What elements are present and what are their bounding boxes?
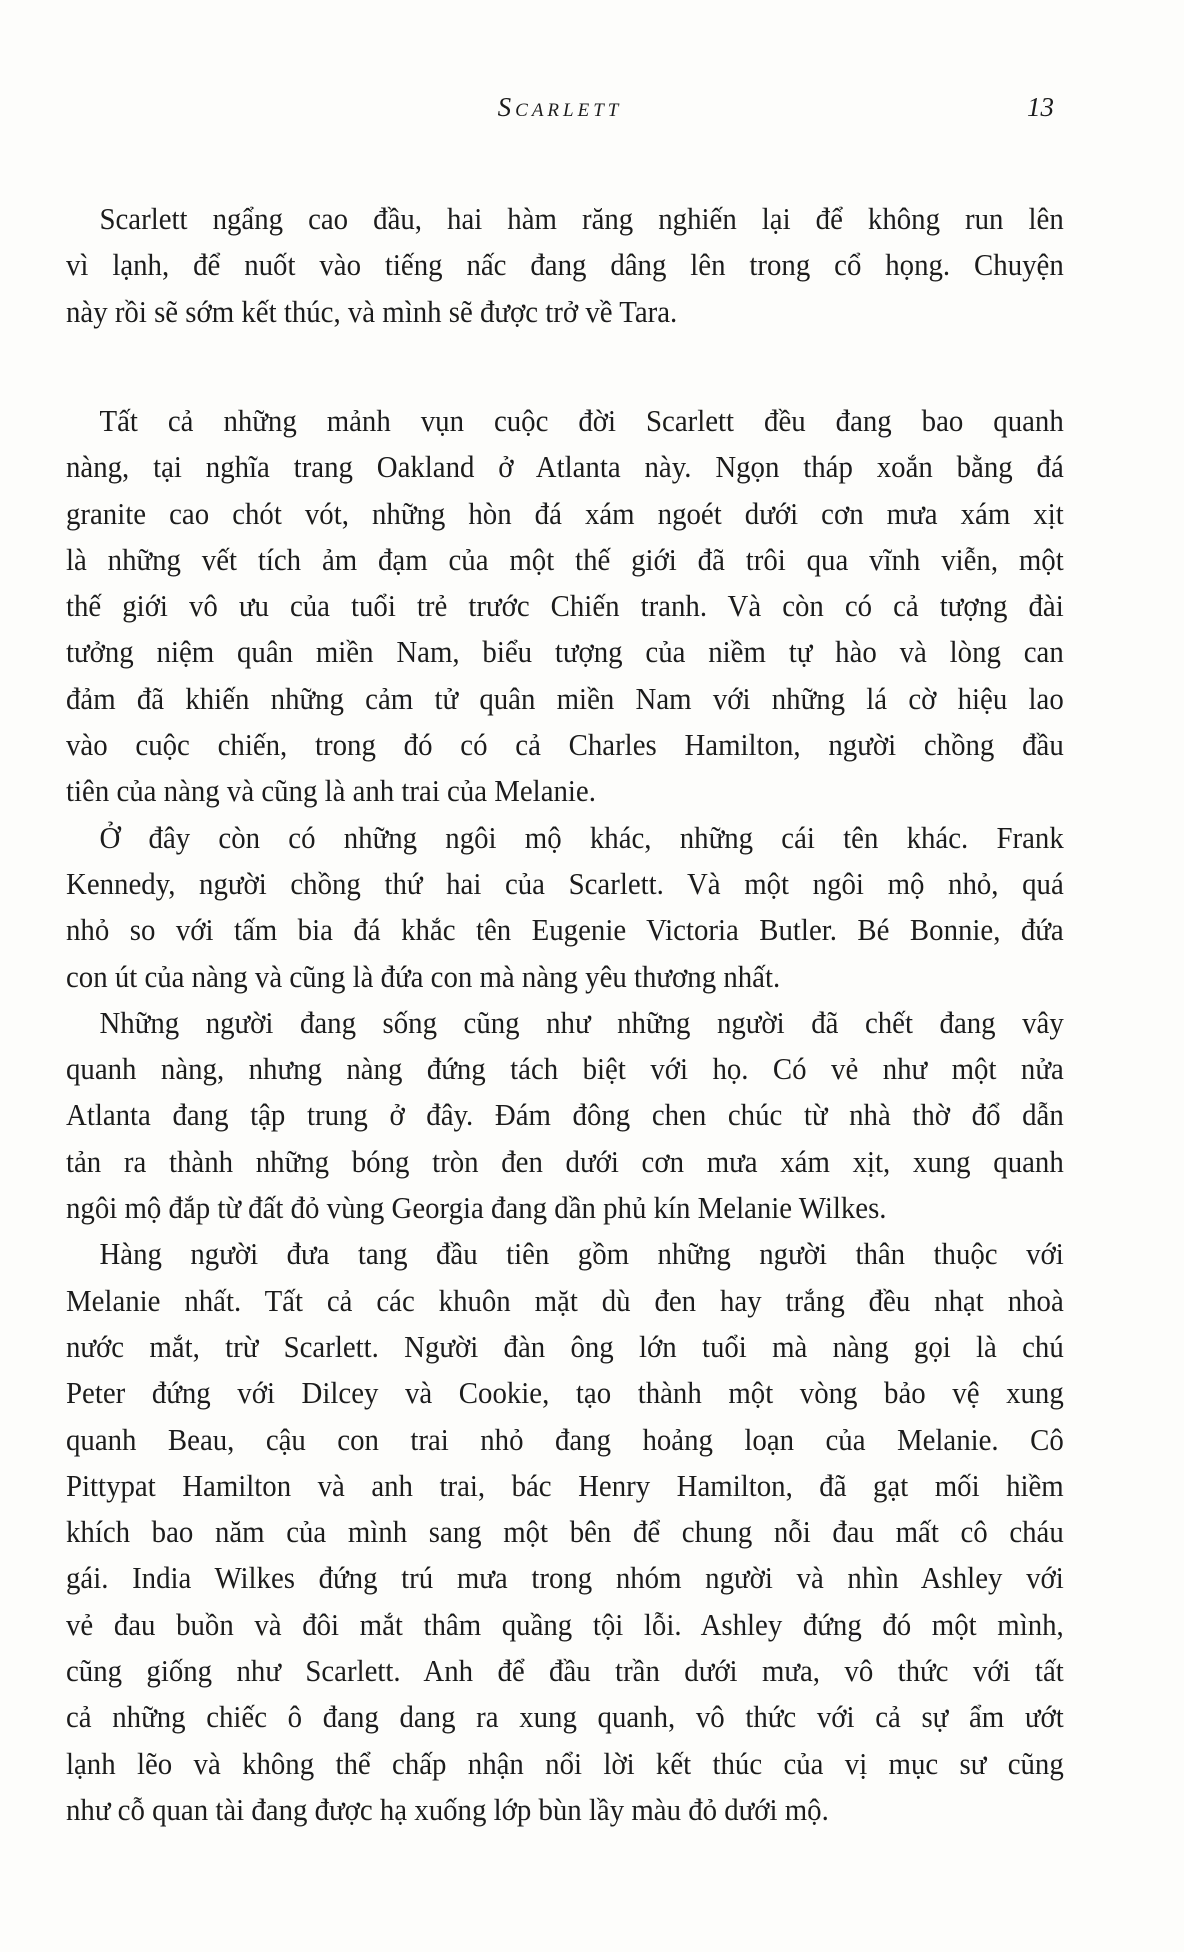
text-line: tiên của nàng và cũng là anh trai của Melanie. <box>66 773 596 809</box>
text-line: gái. India Wilkes đứng trú mưa trong nhóm người và nhìn Ashley với <box>66 1560 1064 1596</box>
text-line: quanh nàng, nhưng nàng đứng tách biệt với họ. Có vẻ như một nửa <box>66 1051 1064 1087</box>
text-line: đảm đã khiến những cảm tử quân miền Nam với những lá cờ hiệu lao <box>66 680 1064 716</box>
body-text-block <box>66 398 1064 1833</box>
running-header <box>0 92 1184 132</box>
text-line: cũng giống như Scarlett. Anh để đầu trần dưới mưa, vô thức với tất <box>66 1653 1064 1689</box>
paragraph <box>66 196 1064 335</box>
text-line: nước mắt, trừ Scarlett. Người đàn ông lớn tuổi mà nàng gọi là chú <box>66 1328 1064 1364</box>
text-line: Kennedy, người chồng thứ hai của Scarlett. Và một ngôi mộ nhỏ, quá <box>66 865 1064 901</box>
text-line: Hàng người đưa tang đầu tiên gồm những người thân thuộc với <box>99 1236 1064 1272</box>
text-line: vẻ đau buồn và đôi mắt thâm quầng tội lỗi. Ashley đứng đó một mình, <box>66 1606 1064 1642</box>
page-number: 13 <box>1027 92 1054 122</box>
text-line: Atlanta đang tập trung ở đây. Đám đông chen chúc từ nhà thờ đổ dẫn <box>66 1097 1064 1133</box>
paragraph <box>66 398 1064 815</box>
text-line: Peter đứng với Dilcey và Cookie, tạo thành một vòng bảo vệ xung <box>66 1375 1064 1411</box>
text-line: Ở đây còn có những ngôi mộ khác, những cái tên khác. Frank <box>99 819 1064 855</box>
text-line: Scarlett ngẩng cao đầu, hai hàm răng nghiến lại để không run lên <box>99 201 1064 236</box>
text-line: Pittypat Hamilton và anh trai, bác Henry Hamilton, đã gạt mối hiềm <box>66 1467 1064 1503</box>
text-line: ngôi mộ đắp từ đất đỏ vùng Georgia đang dần phủ kín Melanie Wilkes. <box>66 1190 887 1226</box>
text-line: như cỗ quan tài đang được hạ xuống lớp bùn lầy màu đỏ dưới mộ. <box>66 1791 829 1827</box>
text-line: tưởng niệm quân miền Nam, biểu tượng của niềm tự hào và lòng can <box>66 634 1064 670</box>
text-line: này rồi sẽ sớm kết thúc, và mình sẽ được trở về Tara. <box>66 293 678 329</box>
paragraph <box>66 815 1064 1000</box>
text-line: lạnh lẽo và không thể chấp nhận nổi lời kết thúc của vị mục sư cũng <box>66 1745 1064 1781</box>
text-line: granite cao chót vót, những hòn đá xám ngoét dưới cơn mưa xám xịt <box>66 495 1064 531</box>
running-title: Scarlett <box>497 92 623 122</box>
text-line: khích bao năm của mình sang một bên để chung nỗi đau mất cô cháu <box>66 1514 1064 1550</box>
text-line: là những vết tích ảm đạm của một thế giới đã trôi qua vĩnh viễn, một <box>66 541 1064 577</box>
text-line: nàng, tại nghĩa trang Oakland ở Atlanta này. Ngọn tháp xoắn bằng đá <box>66 449 1064 485</box>
paragraph <box>66 1231 1064 1833</box>
text-line: Những người đang sống cũng như những người đã chết đang vây <box>99 1004 1064 1040</box>
paragraph <box>66 1000 1064 1231</box>
text-line: Melanie nhất. Tất cả các khuôn mặt dù đen hay trắng đều nhạt nhoà <box>66 1282 1064 1318</box>
opening-paragraph-block <box>66 196 1064 335</box>
text-line: vào cuộc chiến, trong đó có cả Charles Hamilton, người chồng đầu <box>66 727 1064 763</box>
text-line: vì lạnh, để nuốt vào tiếng nấc đang dâng lên trong cổ họng. Chuyện <box>66 247 1064 283</box>
text-line: thế giới vô ưu của tuổi trẻ trước Chiến tranh. Và còn có cả tượng đài <box>66 588 1064 624</box>
text-line: quanh Beau, cậu con trai nhỏ đang hoảng loạn của Melanie. Cô <box>66 1421 1064 1457</box>
text-line: tản ra thành những bóng tròn đen dưới cơn mưa xám xịt, xung quanh <box>66 1143 1064 1179</box>
text-line: Tất cả những mảnh vụn cuộc đời Scarlett đều đang bao quanh <box>99 403 1064 438</box>
text-line: cả những chiếc ô đang dang ra xung quanh, vô thức với cả sự ẩm ướt <box>66 1699 1064 1735</box>
text-line: nhỏ so với tấm bia đá khắc tên Eugenie Victoria Butler. Bé Bonnie, đứa <box>66 912 1064 948</box>
text-line: con út của nàng và cũng là đứa con mà nàng yêu thương nhất. <box>66 958 781 994</box>
